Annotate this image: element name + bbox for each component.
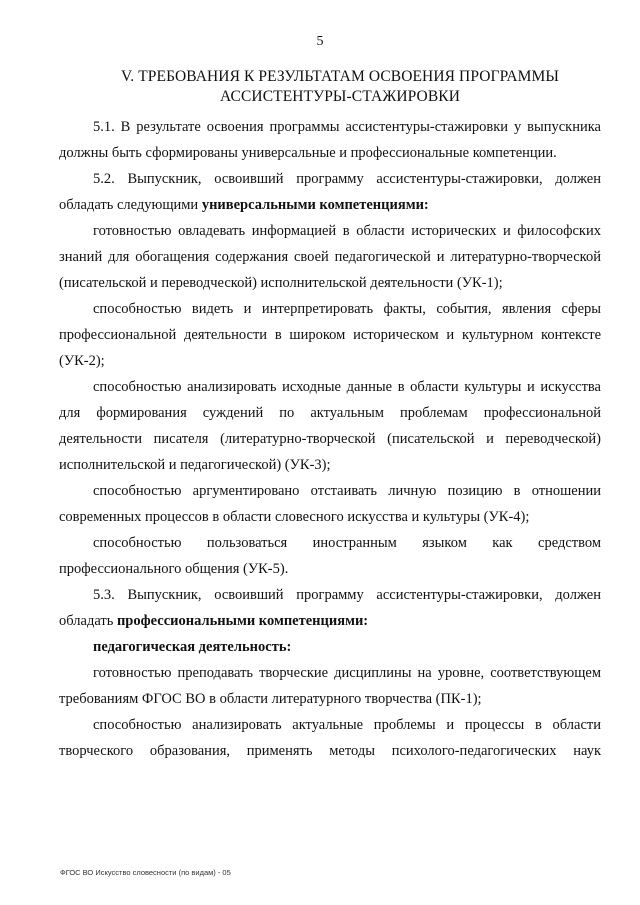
paragraph-5-3 [59,582,601,634]
competency-pk-1: готовностью преподавать творческие дисциплины на уровне, соответствующем требованиям ФГОС ВО в области литературного творчества (ПК-1); [59,665,601,707]
universal-competencies-label: универсальными компетенциями: [201,197,429,213]
professional-competencies-label: профессиональными компетенциями: [116,613,369,629]
competency-uk-4: способностью аргументировано отстаивать личную позицию в отношении современных процессов в области словесного искусства и культуры (УК-4); [59,483,601,525]
page-number: 5 [316,34,324,49]
section-title-line-2: АССИСТЕНТУРЫ-СТАЖИРОВКИ [220,88,460,105]
competency-uk-5: способностью пользоваться иностранным языком как средством профессионального общения (УК-5). [59,535,601,577]
pedagogical-activity-heading-text: педагогическая деятельность: [93,639,292,655]
competency-uk-1: готовностью овладевать информацией в области исторических и философских знаний для обогащения содержания своей педагогической и литературно-творческой (писательской и переводческой) исполнительской деятельности (УК-1); [59,223,601,291]
competency-uk-3: способностью анализировать исходные данные в области культуры и искусства для формирования суждений по актуальным проблемам профессиональной деятельности писателя (литературно-творческой (писательской и переводческой) исполнительской и педагогической) (УК-3); [59,379,601,473]
competency-pk-2: способностью анализировать актуальные проблемы и процессы в области творческого образования, применять методы психолого-педагогических наук [59,717,601,759]
paragraph-5-1: 5.1. В результате освоения программы ассистентуры-стажировки у выпускника должны быть сформированы универсальные и профессиональные компетенции. [59,119,601,161]
document-body [59,114,601,764]
paragraph-5-2-text: 5.2. Выпускник, освоивший программу ассистентуры-стажировки, должен обладать следующими [59,171,601,213]
competency-uk-2: способностью видеть и интерпретировать факты, события, явления сферы профессиональной деятельности в широком историческом и культурном контексте (УК-2); [59,301,601,369]
page-footer: ФГОС ВО Искусство словесности (по видам) - 05 [60,868,231,877]
paragraph-5-3-text: 5.3. Выпускник, освоивший программу ассистентуры-стажировки, должен обладать [59,587,601,629]
paragraph-5-2 [59,166,601,218]
section-title-line-1: V. ТРЕБОВАНИЯ К РЕЗУЛЬТАТАМ ОСВОЕНИЯ ПРОГРАММЫ [120,68,560,85]
section-title [90,67,590,107]
pedagogical-activity-heading [59,634,601,660]
